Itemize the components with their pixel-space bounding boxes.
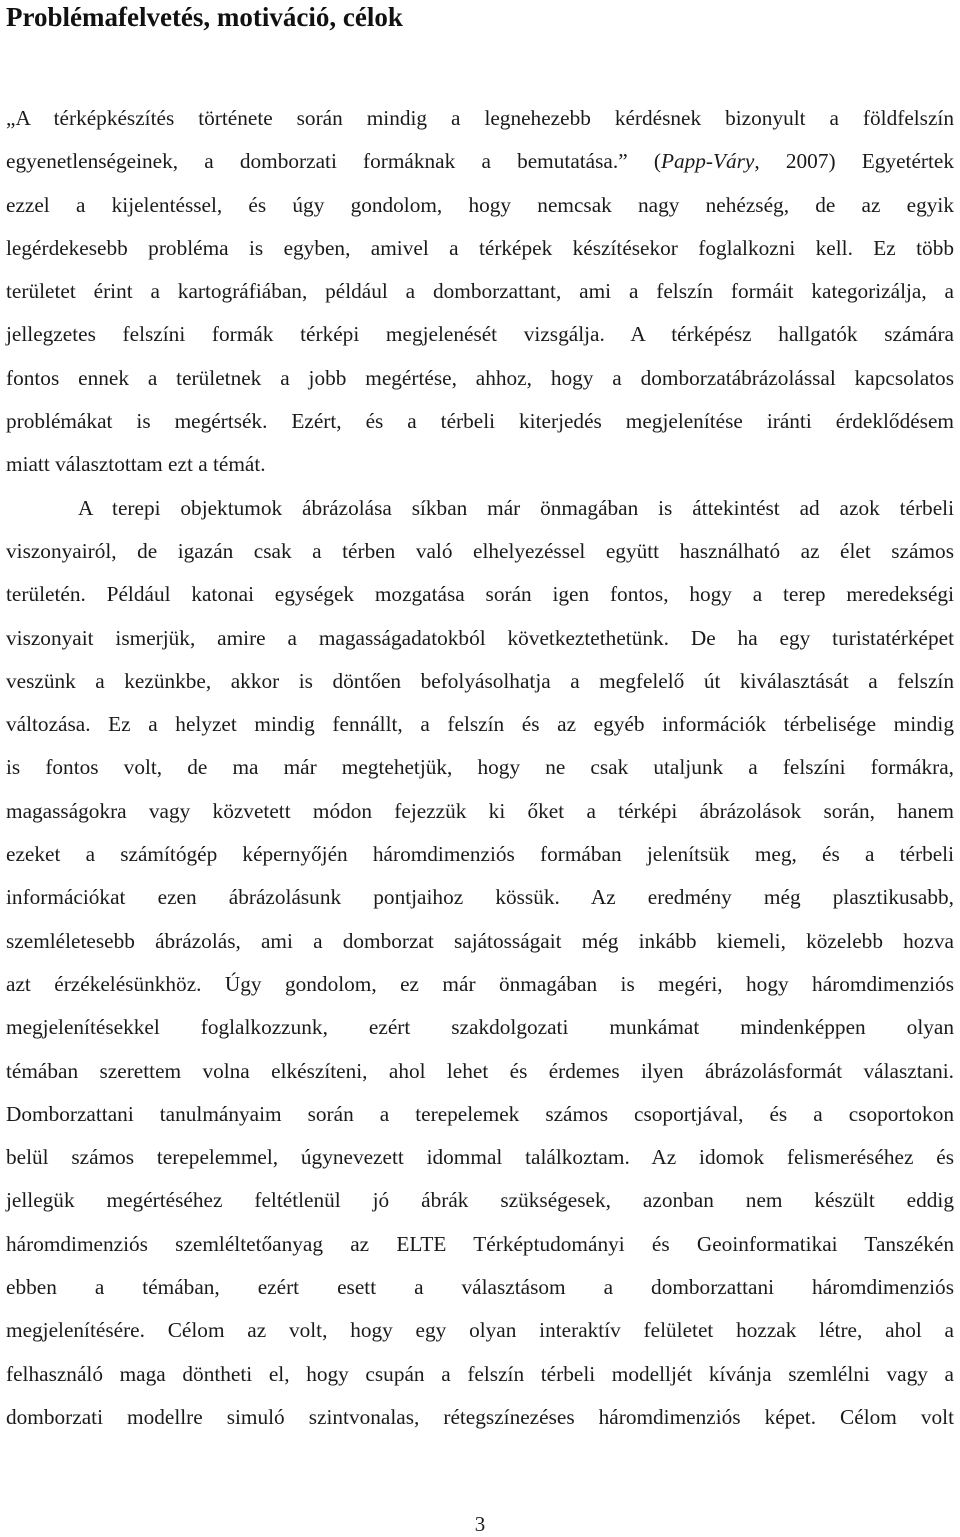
text-line	[6, 530, 954, 573]
text-line	[6, 140, 954, 183]
citation-open: (	[653, 149, 661, 174]
text-line-content: veszünk a kezünkbe, akkor is döntően befolyásolhatja a megfelelő út kiválasztását a felszín	[6, 668, 954, 693]
text-line-content: megjelenítésekkel foglalkozzunk, ezért szakdolgozati munkámat mindenképpen olyan	[6, 1015, 954, 1040]
text-line-content: területet érint a kartográfiában, például a domborzattant, ami a felszín formáit kategorizálja, a	[6, 279, 954, 304]
citation-author: Papp-Váry	[660, 149, 755, 174]
text-line	[6, 184, 954, 227]
text-line-content: jellegük megértéséhez feltétlenül jó ábrák szükségesek, azonban nem készült eddig	[6, 1188, 954, 1213]
text-line	[6, 1309, 954, 1352]
text-line-content: Egyetértek	[861, 149, 955, 174]
text-line-content: témában szerettem volna elkészíteni, ahol lehet és érdemes ilyen ábrázolásformát választani.	[6, 1058, 954, 1083]
text-line	[6, 703, 954, 746]
text-line	[6, 1396, 954, 1439]
text-line	[6, 227, 954, 270]
text-line-content: jellegzetes felszíni formák térképi megjelenését vizsgálja. A térképész hallgatók számára	[6, 322, 954, 347]
text-line	[6, 1179, 954, 1222]
page-number: 3	[474, 1512, 486, 1536]
text-line	[6, 963, 954, 1006]
text-line-content: szemléletesebb ábrázolás, ami a domborzat sajátosságait még inkább kiemeli, közelebb hozva	[6, 928, 954, 953]
text-line-content: azt érzékelésünkhöz. Úgy gondolom, ez már önmagában is megéri, hogy háromdimenziós	[6, 971, 954, 996]
text-line	[6, 573, 954, 616]
text-line-content: viszonyait ismerjük, amire a magasságadatokból következtethetünk. De ha egy turistatérképet	[6, 625, 954, 650]
text-line	[6, 833, 954, 876]
text-line-content: miatt választottam ezt a témát.	[6, 452, 266, 477]
text-line-content: domborzati modellre simuló szintvonalas, rétegszínezéses háromdimenziós képet. Célom volt	[6, 1404, 954, 1429]
text-line-content: viszonyairól, de igazán csak a térben való elhelyezéssel együtt használható az élet számos	[6, 538, 954, 563]
text-line	[6, 660, 954, 703]
text-line-content: felhasználó maga döntheti el, hogy csupán a felszín térbeli modelljét kívánja szemlélni vagy a	[6, 1361, 954, 1386]
text-line-content: egyenetlenségeinek, a domborzati formáknak a bemutatása.”	[6, 149, 628, 174]
text-line	[6, 1266, 954, 1309]
body-text	[6, 97, 954, 1439]
text-line-content: megjelenítésére. Célom az volt, hogy egy olyan interaktív felületet hozzak létre, ahol a	[6, 1318, 954, 1343]
text-line-content: területén. Például katonai egységek mozgatása során igen fontos, hogy a terep meredekségi	[6, 582, 954, 607]
text-line	[6, 1006, 954, 1049]
text-line-content: fontos ennek a területnek a jobb megértése, ahhoz, hogy a domborzatábrázolással kapcsolatos	[6, 365, 954, 390]
text-line-content: „A térképkészítés története során mindig a legnehezebb kérdésnek bizonyult a földfelszín	[6, 106, 954, 130]
text-line-content: ezeket a számítógép képernyőjén háromdimenziós formában jelenítsük meg, és a térbeli	[6, 842, 954, 867]
text-line-content: belül számos terepelemmel, úgynevezett idommal találkoztam. Az idomok felismeréséhez és	[6, 1145, 954, 1170]
text-line-content: problémákat is megértsék. Ezért, és a térbeli kiterjedés megjelenítése iránti érdeklődésem	[6, 409, 954, 434]
text-line	[6, 1136, 954, 1179]
text-line	[6, 1050, 954, 1093]
text-line	[6, 920, 954, 963]
text-line	[6, 357, 954, 400]
text-line	[6, 1353, 954, 1396]
text-line	[6, 1223, 954, 1266]
text-line-content: változása. Ez a helyzet mindig fennállt, a felszín és az egyéb információk térbelisége mindig	[6, 712, 954, 737]
text-line	[6, 876, 954, 919]
text-line-content: ebben a témában, ezért esett a választásom a domborzattani háromdimenziós	[6, 1275, 954, 1300]
text-line-content: magasságokra vagy közvetett módon fejezzük ki őket a térképi ábrázolások során, hanem	[6, 798, 954, 823]
text-line	[6, 487, 954, 530]
text-line	[6, 617, 954, 660]
text-line	[6, 400, 954, 443]
text-line-content: is fontos volt, de ma már megtehetjük, hogy ne csak utaljunk a felszíni formákra,	[6, 755, 954, 780]
text-line-content: Domborzattani tanulmányaim során a terepelemek számos csoportjával, és a csoportokon	[6, 1101, 954, 1126]
text-line	[6, 443, 954, 486]
text-line	[6, 313, 954, 356]
text-line	[6, 746, 954, 789]
text-line	[6, 790, 954, 833]
text-line-content: legérdekesebb probléma is egyben, amivel a térképek készítésekor foglalkozni kell. Ez több	[6, 235, 954, 260]
text-line	[6, 270, 954, 313]
text-line-content: ezzel a kijelentéssel, és úgy gondolom, hogy nemcsak nagy nehézség, de az egyik	[6, 192, 954, 217]
text-line	[6, 1093, 954, 1136]
citation	[654, 149, 836, 173]
text-line	[6, 97, 954, 140]
citation-rest: , 2007)	[754, 149, 836, 174]
section-heading: Problémafelvetés, motiváció, célok	[6, 2, 403, 32]
text-line-content: háromdimenziós szemléltetőanyag az ELTE Térképtudományi és Geoinformatikai Tanszékén	[6, 1231, 954, 1256]
text-line-content: A terepi objektumok ábrázolása síkban már önmagában is áttekintést ad azok térbeli	[78, 495, 954, 520]
text-line-content: információkat ezen ábrázolásunk pontjaihoz kössük. Az eredmény még plasztikusabb,	[6, 885, 954, 910]
